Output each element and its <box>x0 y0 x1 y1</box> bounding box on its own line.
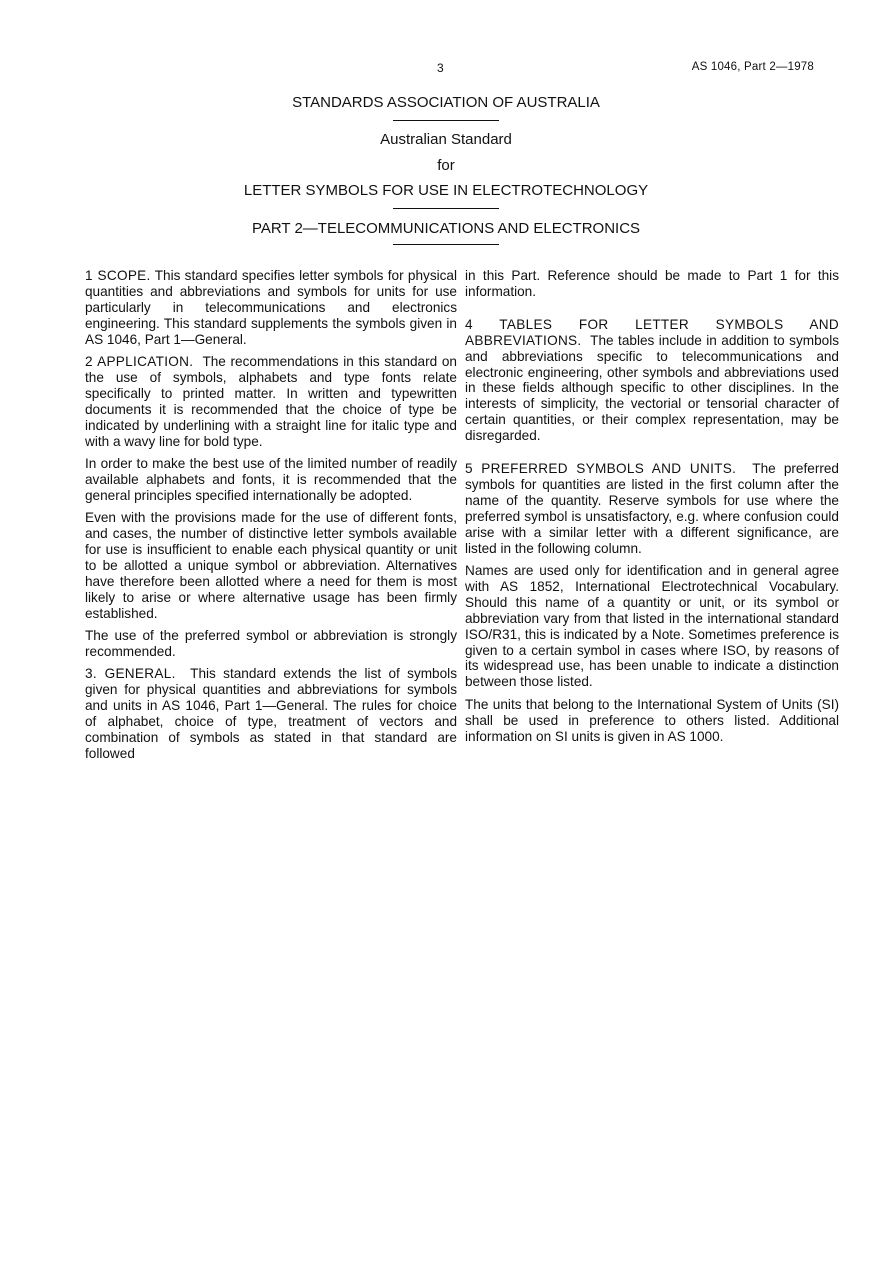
general-text-start: This standard extends the list of symbols given for physical quantities and abbreviations for symbols and units in AS 1046, Part 1—General. The rules for choice of alphabet, choice of type, treatment of vectors and combination of symbols as stated in that standard are followed <box>85 666 457 761</box>
preferred-text: The preferred symbols for quantities are listed in the first column after the name of the quantity. Reserve symbols for use where the preferred symbol is unsatisfactory, e.g. where confusion could arise with a similar letter with a different significance, are listed in the following column. <box>465 461 839 556</box>
application-paragraph-3: Even with the provisions made for the use of different fonts, and cases, the number of distinctive letter symbols available for use is insufficient to enable each physical quantity or unit to be allotted a unique symbol or abbreviation. Alternatives have therefore been allotted where a need for them is most likely to arise or where alternative usage has been firmly established. <box>85 510 457 621</box>
standard-reference: AS 1046, Part 2—1978 <box>691 61 814 73</box>
left-column <box>85 268 457 768</box>
page-number: 3 <box>437 61 444 75</box>
application-paragraph-2: In order to make the best use of the limited number of readily available alphabets and fonts, it is recommended that the general principles specified internationally be adopted. <box>85 455 457 503</box>
tables-text: The tables include in addition to symbols and abbreviations specific to telecommunications and electronic engineering, other symbols and abbreviations used in these fields although specific to other disciplines. In the interests of simplicity, the vectorial or tensorial character of certain quantities, or their complex representation, may be disregarded. <box>465 332 840 444</box>
section-tables <box>465 317 839 444</box>
general-text-continued: in this Part. Reference should be made to Part 1 for this information. <box>465 268 839 299</box>
preferred-heading: 5 PREFERRED SYMBOLS AND UNITS. <box>465 461 737 477</box>
section-scope <box>85 268 457 348</box>
scope-heading: 1 SCOPE. <box>85 268 151 283</box>
application-paragraph-4: The use of the preferred symbol or abbreviation is strongly recommended. <box>85 628 457 659</box>
scope-text: This standard specifies letter symbols for physical quantities and abbreviations and symbols for units for use particularly in telecommunications and electronics engineering. This standard supplements the symbols given in AS 1046, Part 1—General. <box>85 268 458 347</box>
for-word: for <box>437 157 455 174</box>
section-general <box>85 666 457 761</box>
section-application <box>85 354 457 449</box>
preferred-paragraph-3: The units that belong to the International System of Units (SI) shall be used in preference to others listed. Additional information on SI units is given in AS 1000. <box>465 696 839 744</box>
application-heading: 2 APPLICATION. <box>85 354 194 370</box>
title-rule-3 <box>393 244 499 245</box>
application-text: The recommendations in this standard on the use of symbols, alphabets and type fonts relate specifically to printed matter. In written and typewritten documents it is recommended that the choice of type be indicated by underlining with a straight line for italic type and with a wavy line for bold type. <box>85 354 457 449</box>
organization-heading: STANDARDS ASSOCIATION OF AUSTRALIA <box>292 94 600 111</box>
section-preferred <box>465 461 839 556</box>
right-column <box>465 268 839 751</box>
standard-type: Australian Standard <box>380 131 512 148</box>
title-rule-2 <box>393 208 499 209</box>
part-title: PART 2—TELECOMMUNICATIONS AND ELECTRONICS <box>251 220 641 237</box>
tables-heading: 4 TABLES FOR LETTER SYMBOLS AND ABBREVIATIONS. <box>465 316 839 348</box>
preferred-paragraph-2: Names are used only for identification and in general agree with AS 1852, International Electrotechnical Vocabulary. Should this name of a quantity or unit, or its symbol or abbreviation vary from that listed in the international standard ISO/R31, this is indicated by a Note. Sometimes preference is given to a certain symbol in cases where ISO, by reasons of its widespread use, has been unable to indicate a distinction between those listed. <box>465 563 839 690</box>
general-heading: 3. GENERAL. <box>85 666 176 682</box>
standard-title: LETTER SYMBOLS FOR USE IN ELECTROTECHNOLOGY <box>243 182 649 199</box>
title-rule-1 <box>393 120 499 121</box>
